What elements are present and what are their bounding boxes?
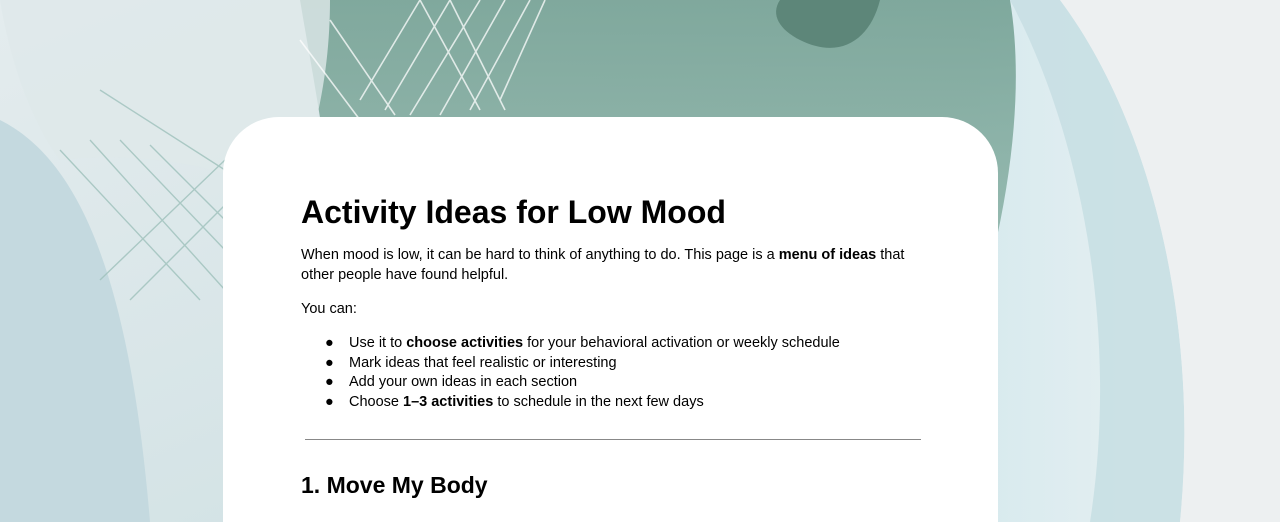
intro-text-end: that other people have found helpful. (301, 247, 905, 283)
list-item-bold: choose activities (406, 335, 524, 351)
list-item-text: Choose (349, 393, 404, 410)
intro-text: When mood is low, it can be hard to think of anything to do. This page is a (301, 247, 779, 263)
you-can-label: You can: (301, 301, 357, 317)
list-item-text: Use it to (349, 335, 407, 351)
list-item-text-end: to schedule in the next few days (493, 393, 704, 410)
usage-list (301, 334, 921, 412)
document-card (223, 117, 998, 522)
bullet-icon: ● (325, 374, 334, 390)
intro-paragraph (301, 245, 921, 285)
page-title: Activity Ideas for Low Mood (301, 194, 726, 230)
section-heading-move-my-body: 1. Move My Body (301, 472, 488, 498)
list-item (301, 354, 921, 374)
section-divider (305, 439, 921, 440)
list-item (301, 393, 921, 413)
bullet-icon: ● (325, 354, 334, 371)
list-item (301, 373, 921, 393)
bullet-icon: ● (325, 335, 334, 351)
bullet-icon: ● (325, 393, 334, 410)
intro-bold-text: menu of ideas (778, 247, 877, 263)
list-item-bold: 1–3 activities (403, 393, 494, 410)
list-item-text: Mark ideas that feel realistic or interesting (349, 354, 617, 371)
list-item-text-end: for your behavioral activation or weekly schedule (523, 335, 840, 351)
list-item-text: Add your own ideas in each section (349, 374, 578, 390)
list-item (301, 334, 921, 354)
